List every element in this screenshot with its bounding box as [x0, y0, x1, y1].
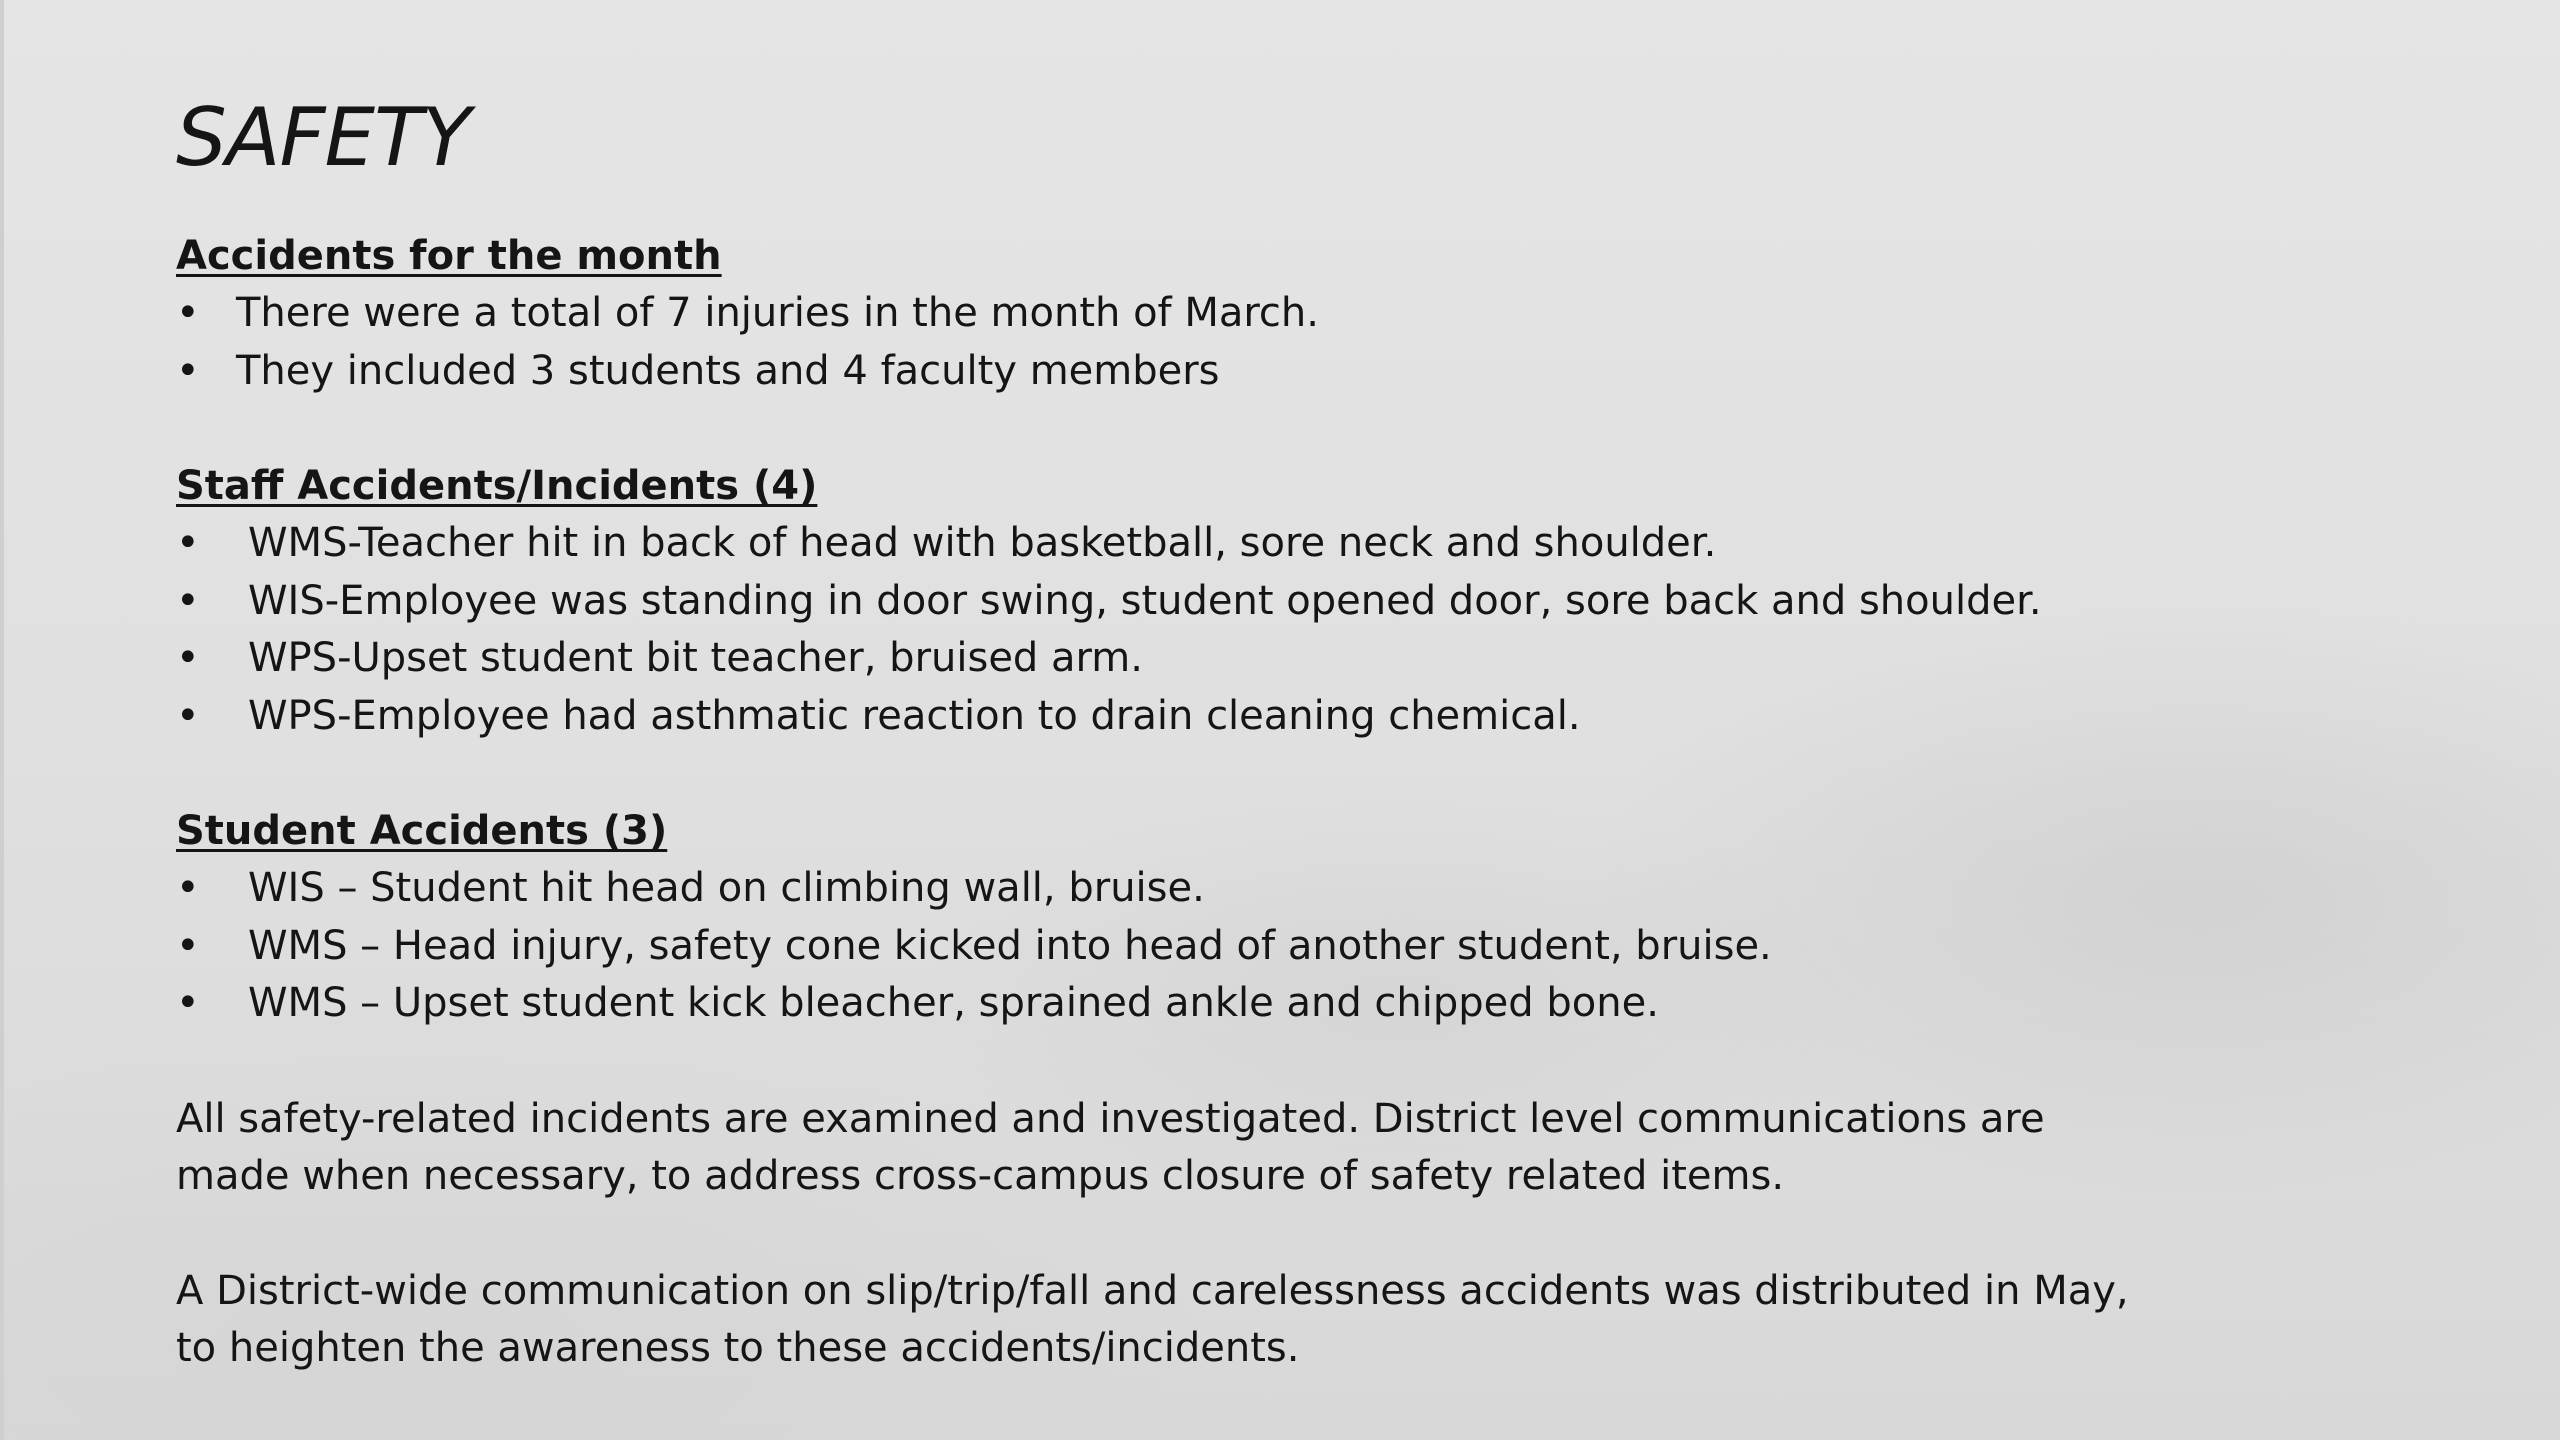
list-item [176, 630, 2176, 688]
section-accidents-for-month [176, 228, 2176, 400]
list-item-text: WMS – Head injury, safety cone kicked into head of another student, bruise. [248, 922, 1772, 969]
list-item-text: WMS-Teacher hit in back of head with basketball, sore neck and shoulder. [248, 520, 1717, 566]
section-heading: Student Accidents (3) [176, 808, 668, 854]
bullet-icon: • [176, 290, 200, 336]
section-student-accidents [176, 803, 2176, 1033]
list-item [176, 688, 2176, 746]
list-item-text: They included 3 students and 4 faculty members [236, 347, 1220, 394]
bullet-icon: • [176, 635, 200, 681]
slide-left-edge [0, 0, 4, 1440]
bullet-icon: • [176, 692, 200, 739]
list-item [176, 918, 2176, 976]
bullet-list [176, 285, 2176, 400]
list-item-text: WPS-Employee had asthmatic reaction to drain cleaning chemical. [248, 692, 1581, 739]
list-item [176, 573, 2176, 631]
bullet-icon: • [176, 980, 200, 1026]
list-item-text: WPS-Upset student bit teacher, bruised arm. [248, 635, 1143, 681]
section-staff-accidents [176, 458, 2176, 745]
list-item [176, 975, 2176, 1033]
section-heading: Accidents for the month [176, 233, 722, 279]
communication-paragraph: A District-wide communication on slip/trip/fall and carelessness accidents was distributed in May, to heighten the awareness to these accidents/incidents. [176, 1267, 2129, 1371]
bullet-icon: • [176, 520, 200, 566]
summary-paragraph: All safety-related incidents are examined and investigated. District level communications are made when necessary, to address cross-campus closure of safety related items. [176, 1095, 2045, 1199]
bullet-list [176, 515, 2176, 745]
list-item-text: WIS – Student hit head on climbing wall, bruise. [248, 865, 1205, 911]
list-item-text: WIS-Employee was standing in door swing, student opened door, sore back and shoulder. [248, 577, 2042, 624]
list-item [176, 860, 2176, 918]
bullet-icon: • [176, 865, 200, 911]
list-item-text: There were a total of 7 injuries in the month of March. [236, 290, 1319, 336]
slide-title: SAFETY [176, 91, 470, 184]
bullet-list [176, 860, 2176, 1033]
bullet-icon: • [176, 922, 200, 969]
section-heading: Staff Accidents/Incidents (4) [176, 463, 818, 509]
list-item [176, 285, 2176, 343]
list-item [176, 515, 2176, 573]
bullet-icon: • [176, 347, 200, 394]
bullet-icon: • [176, 577, 200, 624]
list-item-text: WMS – Upset student kick bleacher, sprained ankle and chipped bone. [248, 980, 1659, 1026]
slide-content [176, 88, 2176, 1435]
list-item [176, 343, 2176, 401]
